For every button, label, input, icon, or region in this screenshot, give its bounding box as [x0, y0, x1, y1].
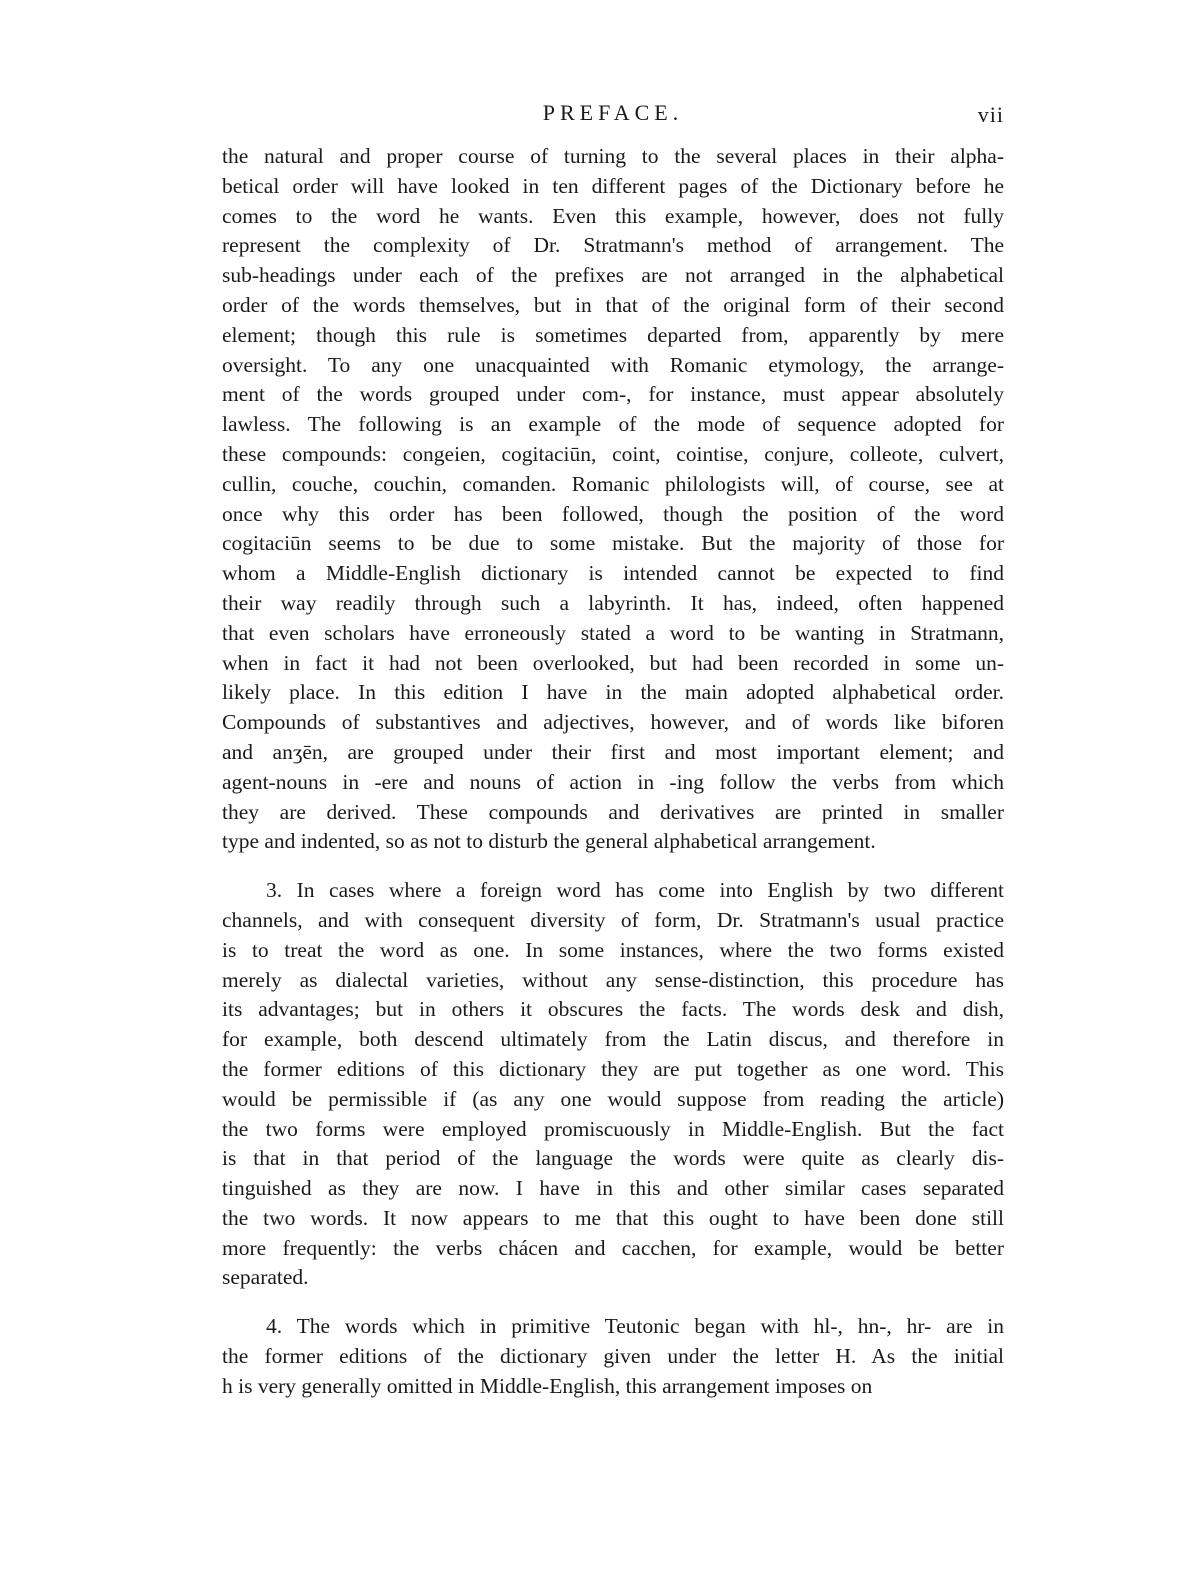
- text-line: ment of the words grouped under com-, for instance, must appear absolutely: [222, 382, 1004, 407]
- text-line: comes to the word he wants. Even this example, however, does not fully: [222, 203, 1004, 228]
- running-title: PREFACE.: [542, 100, 684, 125]
- text-line: 4. The words which in primitive Teutonic began with hl-, hn-, hr- are in: [266, 1314, 1004, 1339]
- text-line: would be permissible if (as any one would suppose from reading the article): [222, 1086, 1004, 1111]
- text-line: and anʒēn, are grouped under their first and most important element; and: [222, 739, 1004, 764]
- text-line: the natural and proper course of turning to the several places in their alpha-: [222, 144, 1004, 168]
- paragraph-1: [222, 142, 1004, 857]
- text-line: lawless. The following is an example of the mode of sequence adopted for: [222, 412, 1004, 437]
- body-text: [222, 142, 1004, 1402]
- paragraph-3: [222, 1312, 1004, 1401]
- text-line: whom a Middle-English dictionary is intended cannot be expected to find: [222, 561, 1004, 586]
- text-line: represent the complexity of Dr. Stratmann's method of arrangement. The: [222, 233, 1004, 258]
- text-line: agent-nouns in -ere and nouns of action in -ing follow the verbs from which: [222, 769, 1004, 794]
- text-line: order of the words themselves, but in that of the original form of their second: [222, 292, 1004, 317]
- text-line: is to treat the word as one. In some instances, where the two forms existed: [222, 937, 1004, 962]
- text-line: for example, both descend ultimately from the Latin discus, and therefore in: [222, 1027, 1004, 1052]
- text-line: sub-headings under each of the prefixes are not arranged in the alphabetical: [222, 263, 1004, 288]
- text-line: h is very generally omitted in Middle-English, this arrangement imposes on: [222, 1373, 873, 1398]
- text-line: once why this order has been followed, though the position of the word: [222, 501, 1004, 526]
- text-line: the former editions of this dictionary they are put together as one word. This: [222, 1056, 1004, 1081]
- text-line: Compounds of substantives and adjectives, however, and of words like biforen: [222, 710, 1004, 735]
- running-head: [222, 100, 1004, 134]
- text-line: element; though this rule is sometimes departed from, apparently by mere: [222, 322, 1004, 347]
- text-line: channels, and with consequent diversity of form, Dr. Stratmann's usual practice: [222, 907, 1004, 932]
- text-line: cogitaciūn seems to be due to some mistake. But the majority of those for: [222, 531, 1004, 556]
- text-line: when in fact it had not been overlooked, but had been recorded in some un-: [222, 650, 1004, 675]
- text-line: merely as dialectal varieties, without any sense-distinction, this procedure has: [222, 967, 1004, 992]
- page-number: vii: [977, 102, 1004, 127]
- text-line: betical order will have looked in ten different pages of the Dictionary before he: [222, 173, 1004, 198]
- text-line: that even scholars have erroneously stated a word to be wanting in Stratmann,: [222, 620, 1004, 645]
- text-line: likely place. In this edition I have in the main adopted alphabetical order.: [222, 680, 1004, 705]
- text-line: these compounds: congeien, cogitaciūn, coint, cointise, conjure, colleote, culvert,: [222, 441, 1004, 466]
- text-line: the two forms were employed promiscuously in Middle-English. But the fact: [222, 1116, 1004, 1141]
- text-line: 3. In cases where a foreign word has come into English by two different: [266, 878, 1004, 903]
- text-line: the two words. It now appears to me that this ought to have been done still: [222, 1205, 1004, 1230]
- text-line: cullin, couche, couchin, comanden. Romanic philologists will, of course, see at: [222, 471, 1004, 496]
- text-line: is that in that period of the language the words were quite as clearly dis-: [222, 1146, 1004, 1171]
- text-line: oversight. To any one unacquainted with Romanic etymology, the arrange-: [222, 352, 1004, 377]
- text-line: the former editions of the dictionary given under the letter H. As the initial: [222, 1344, 1004, 1369]
- text-line: tinguished as they are now. I have in this and other similar cases separated: [222, 1176, 1004, 1201]
- text-line: its advantages; but in others it obscures the facts. The words desk and dish,: [222, 997, 1004, 1022]
- text-line: their way readily through such a labyrinth. It has, indeed, often happened: [222, 590, 1004, 615]
- text-line: they are derived. These compounds and derivatives are printed in smaller: [222, 799, 1004, 824]
- text-line: more frequently: the verbs chácen and cacchen, for example, would be better: [222, 1235, 1004, 1260]
- text-line: type and indented, so as not to disturb the general alphabetical arrangement.: [222, 829, 876, 854]
- paragraph-2: [222, 876, 1004, 1293]
- text-line: separated.: [222, 1265, 309, 1290]
